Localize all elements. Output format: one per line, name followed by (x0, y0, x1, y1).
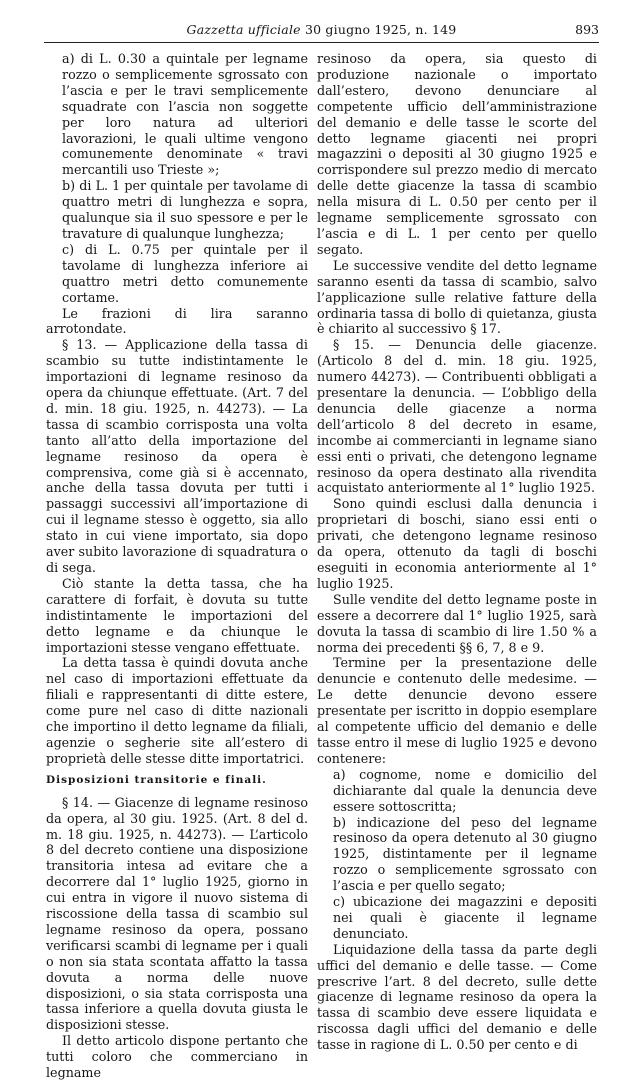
paragraph: Sono quindi esclusi dalla denuncia i proprietari di boschi, siano essi enti o privati, che detengono legname resinoso da opera, ottenuto da tagli di boschi eseguiti in economia anteriormente al 1° luglio 1925. (317, 496, 597, 591)
paragraph: Sulle vendite del detto legname poste in essere a decorrere dal 1° luglio 1925, sarà dovuta la tassa di scambio di lire 1.50 % a norma dei precedenti §§ 6, 7, 8 e 9. (317, 591, 597, 655)
paragraph: Liquidazione della tassa da parte degli uffici del demanio e delle tasse. — Come prescrive l’art. 8 del decreto, sulle dette giacenze di legname resinoso da opera la tassa di scambio deve essere liquidata e riscossa dagli uffici del demanio e delle tasse in ragione di L. 0.50 per cento e di (317, 941, 597, 1053)
paragraph: Termine per la presentazione delle denuncie e contenuto delle medesime. — Le dette denuncie devono essere presentate per iscritto in doppio esemplare al competente ufficio del demanio e delle tasse entro il mese di luglio 1925 e devono contenere: (317, 655, 597, 766)
paragraph: a) di L. 0.30 a quintale per legname rozzo o semplicemente sgrossato con l’ascia e per le travi semplicemente squadrate con l’ascia non soggette per loro natura ad ulteriori lavorazioni, le quali ultime vengono comunemente denominate « travi mercantili uso Trieste »; (62, 51, 308, 178)
section-15: § 15. — Denuncia delle giacenze. (Articolo 8 del d. min. 18 giu. 1925, numero 44273). — Contribuenti obbligati a presentare la denuncia. — L’obbligo della denuncia delle giacenze a norma dell’articolo 8 del decreto in esame, incombe ai commercianti in legname siano essi enti o privati, che detengono legname resinoso da opera destinato alla rivendita acquistato anteriormente al 1° luglio 1925. (317, 337, 597, 496)
header-title (44, 22, 599, 37)
paragraph: Il detto articolo dispone pertanto che tutti coloro che commerciano in legname (46, 1033, 308, 1081)
section-13: § 13. — Applicazione della tassa di scambio su tutte indistintamente le importazioni di legname resinoso da opera da chiunque effettuate. (Art. 7 del d. min. 18 giu. 1925, n. 44273). — La tassa di scambio corrisposta una volta tanto all’atto della importazione del legname resinoso da opera è comprensiva, come già si è accennato, anche della tassa dovuta per tutti i passaggi successivi all’importazione di cui il legname stesso è oggetto, sia allo stato in cui viene importato, sia dopo aver subito lavorazione di squadratura o di sega. (46, 337, 308, 575)
paragraph: b) indicazione del peso del legname resinoso da opera detenuto al 30 giugno 1925, distintamente per il legname rozzo o semplicemente sgrossato con l’ascia e per quello segato; (333, 814, 597, 894)
journal-name: Gazzetta ufficiale (186, 22, 301, 37)
paragraph: La detta tassa è quindi dovuta anche nel caso di importazioni effettuate da filiali e rappresentanti di ditte estere, come pure nel caso di ditte nazionali che importino il detto legname da filiali, agenzie o segherie site all’estero di proprietà delle stesse ditte importatrici. (46, 655, 308, 766)
left-column (46, 51, 308, 1081)
paragraph: resinoso da opera, sia questo di produzione nazionale o importato dall’estero, devono denunciare al competente ufficio dell’amministrazione del demanio e delle tasse le scorte del detto legname giacenti nei propri magazzini o depositi al 30 giugno 1925 e corrispondere sul prezzo medio di mercato delle dette giacenze la tassa di scambio nella misura di L. 0.50 per cento per il legname semplicemente sgrossato con l’ascia e di L. 1 per cento per quello segato. (317, 51, 597, 257)
paragraph: c) di L. 0.75 per quintale per il tavolame di lunghezza inferiore ai quattro metri detto comunemente cortame. (62, 241, 308, 305)
issue-date: 30 giugno 1925, n. 149 (304, 22, 457, 37)
paragraph: a) cognome, nome e domicilio del dichiarante dal quale la denuncia deve essere sottoscritta; (333, 766, 597, 814)
section-heading: Disposizioni transitorie e finali. (46, 773, 267, 786)
page-number: 893 (575, 22, 599, 37)
paragraph: Le frazioni di lira saranno arrotondate. (46, 305, 308, 337)
paragraph: Le successive vendite del detto legname saranno esenti da tassa di scambio, salvo l’applicazione sulle relative fatture della ordinaria tassa di bollo di quietanza, giusta è chiarito al successivo § 17. (317, 257, 597, 337)
paragraph: Ciò stante la detta tassa, che ha carattere di forfait, è dovuta su tutte indistintamente le importazioni del detto legname e da chiunque le importazioni stesse vengano effettuate. (46, 575, 308, 655)
header-rule (44, 42, 599, 43)
paragraph: b) di L. 1 per quintale per tavolame di quattro metri di lunghezza e sopra, qualunque sia il suo spessore e per le travature di qualunque lunghezza; (62, 178, 308, 241)
page-header (44, 22, 599, 44)
paragraph: c) ubicazione dei magazzini e depositi nei quali è giacente il legname denunciato. (333, 894, 597, 941)
section-14: § 14. — Giacenze di legname resinoso da opera, al 30 giu. 1925. (Art. 8 del d. m. 18 giu. 1925, n. 44273). — L’articolo 8 del decreto contiene una disposizione transitoria intesa ad evitare che a decorrere dal 1° luglio 1925, giorno in cui entra in vigore il nuovo sistema di riscossione della tassa di scambio sul legname resinoso da opera, possano verificarsi scambi di legname per i quali o non sia stata scontata affatto la tassa dovuta a norma delle nuove disposizioni, o sia stata corrisposta una tassa inferiore a quella dovuta giusta le disposizioni stesse. (46, 794, 308, 1033)
right-column (317, 51, 597, 1053)
